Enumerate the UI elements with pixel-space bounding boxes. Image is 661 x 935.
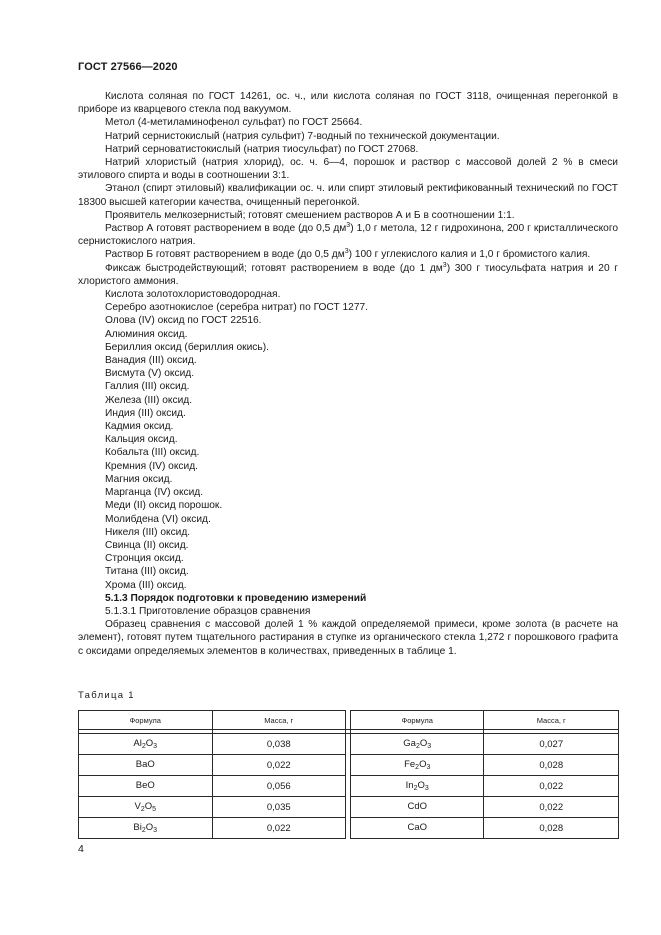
reagent-item: Никеля (III) оксид. <box>105 526 191 538</box>
superscript: 3 <box>346 222 351 230</box>
formula-cell: $Al_2O_3$ <box>79 734 213 755</box>
table-row <box>79 776 619 797</box>
reagent-item: Железа (III) оксид. <box>105 394 193 406</box>
solution-a-paragraph <box>78 222 618 248</box>
formula-cell: CaO <box>350 818 484 839</box>
reagent-item: Меди (II) оксид порошок. <box>105 500 223 512</box>
mass-cell: 0,038 <box>212 734 345 755</box>
reagent-item: Кальция оксид. <box>105 434 178 446</box>
solution-a-text: Раствор А готовят растворением в воде (до 0,5 дм <box>105 223 347 235</box>
mass-cell: 0,022 <box>484 797 619 818</box>
mass-cell: 0,022 <box>212 818 345 839</box>
reagent-item: Хрома (III) оксид. <box>105 579 187 591</box>
column-header-formula: Формула <box>350 711 484 730</box>
reagent-item: Свинца (II) оксид. <box>105 539 189 551</box>
column-header-mass: Масса, г <box>212 711 345 730</box>
mass-cell: 0,056 <box>212 776 345 797</box>
reagent-item: Бериллия оксид (бериллия окись). <box>105 341 269 353</box>
column-header-formula: Формула <box>79 711 213 730</box>
column-header-mass: Масса, г <box>484 711 619 730</box>
solution-a-text-end: ) 1,0 г метола, 12 г гидрохинона, 200 г кристаллического сернистокислого натрия. <box>78 223 619 248</box>
mass-cell: 0,035 <box>212 797 345 818</box>
paragraph: Кислота соляная по ГОСТ 14261, ос. ч., или кислота соляная по ГОСТ 3118, очищенная перегонкой в приборе из кварцевого стекла под вакуумом. <box>78 91 618 116</box>
page-number: 4 <box>78 843 84 855</box>
reagent-item: Кадмия оксид. <box>105 421 174 433</box>
table-caption: Таблица 1 <box>78 690 135 701</box>
section-heading: 5.1.3 Порядок подготовки к проведению измерений <box>105 592 367 604</box>
table-header-row <box>79 711 619 730</box>
reagent-item: Кремния (IV) оксид. <box>105 460 198 472</box>
document-header: ГОСТ 27566—2020 <box>78 61 178 73</box>
solution-b-text: Раствор Б готовят растворением в воде (до 0,5 дм <box>105 249 345 261</box>
paragraph: Натрий сернистокислый (натрия сульфит) 7-водный по технической документации. <box>105 130 500 142</box>
formula-cell: $In_2O_3$ <box>350 776 484 797</box>
reagent-item: Стронция оксид. <box>105 553 184 565</box>
mass-cell: 0,022 <box>484 776 619 797</box>
reagent-item: Индия (III) оксид. <box>105 407 186 419</box>
reagent-item: Галлия (III) оксид. <box>105 381 190 393</box>
formula-cell: $Bi_2O_3$ <box>79 818 213 839</box>
solution-b-paragraph <box>78 248 618 261</box>
mass-cell: 0,022 <box>212 755 345 776</box>
reagent-item: Магния оксид. <box>105 473 173 485</box>
reagent-list <box>78 288 618 592</box>
reagent-item: Молибдена (VI) оксид. <box>105 513 211 525</box>
mass-cell: 0,028 <box>484 818 619 839</box>
superscript: 3 <box>442 261 447 269</box>
mass-cell: 0,027 <box>484 734 619 755</box>
paragraph: Проявитель мелкозернистый; готовят смешением растворов А и Б в соотношении 1:1. <box>105 209 515 221</box>
data-table <box>78 710 619 839</box>
reagent-item: Серебро азотнокислое (серебра нитрат) по ГОСТ 1277. <box>105 302 368 314</box>
superscript: 3 <box>344 248 349 256</box>
mass-cell: 0,028 <box>484 755 619 776</box>
reagent-item: Кислота золотохлористоводородная. <box>105 289 281 301</box>
reagent-item: Олова (IV) оксид по ГОСТ 22516. <box>105 315 262 327</box>
subsection-heading: 5.1.3.1 Приготовление образцов сравнения <box>105 605 311 617</box>
reagent-item: Кобальта (III) оксид. <box>105 447 200 459</box>
formula-cell: $Fe_2O_3$ <box>350 755 484 776</box>
fixer-text-end: ) 300 г тиосульфата натрия и 20 г хлористого аммония. <box>78 262 618 287</box>
reagent-item: Титана (III) оксид. <box>105 566 189 578</box>
solution-b-text-end: ) 100 г углекислого калия и 1,0 г бромистого калия. <box>348 249 591 261</box>
table-row <box>79 818 619 839</box>
paragraph: Натрий хлористый (натрия хлорид), ос. ч. 6—4, порошок и раствор с массовой долей 2 % в смеси этилового спирта и воды в соотношении 3:1. <box>78 157 618 182</box>
paragraph: Этанол (спирт этиловый) квалификации ос. ч. или спирт этиловый ректификованный технический по ГОСТ 18300 высшей категории качества, очищенный перегонкой. <box>78 183 618 208</box>
table-row <box>79 734 619 755</box>
reagent-item: Алюминия оксид. <box>105 328 188 340</box>
formula-cell: CdO <box>350 797 484 818</box>
reagent-item: Марганца (IV) оксид. <box>105 487 204 499</box>
paragraph: Образец сравнения с массовой долей 1 % каждой определяемой примеси, кроме золота (в расчете на элемент), готовят путем тщательного растирания в ступке из органического стекла 1,272 г порошкового графита с оксидами определяемых элементов в количествах, приведенных в таблице 1. <box>78 619 618 657</box>
fixer-text: Фиксаж быстродействующий; готовят растворением в воде (до 1 дм <box>105 262 443 274</box>
formula-cell: BaO <box>79 755 213 776</box>
reagent-item: Висмута (V) оксид. <box>105 368 195 380</box>
table-row <box>79 755 619 776</box>
table-row <box>79 797 619 818</box>
formula-cell: $Ga_2O_3$ <box>350 734 484 755</box>
formula-cell: BeO <box>79 776 213 797</box>
paragraph: Метол (4-метиламинофенол сульфат) по ГОСТ 25664. <box>105 117 363 129</box>
document-body <box>78 90 618 658</box>
reagent-item: Ванадия (III) оксид. <box>105 355 197 367</box>
formula-cell: $V_2O_5$ <box>79 797 213 818</box>
paragraph: Натрий серноватистокислый (натрия тиосульфат) по ГОСТ 27068. <box>105 143 419 155</box>
fixer-paragraph <box>78 262 618 288</box>
